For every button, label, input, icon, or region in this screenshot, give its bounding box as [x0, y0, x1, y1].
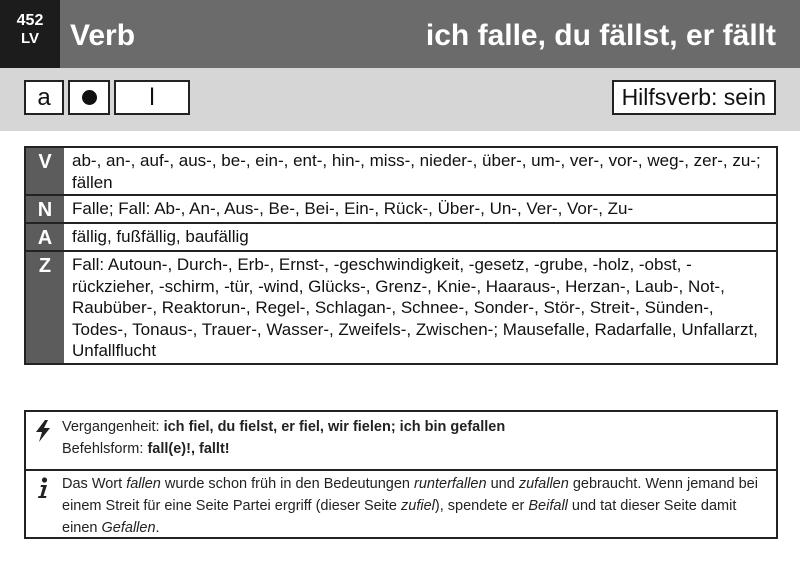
entry-level: LV [20, 30, 40, 47]
header-bar [0, 0, 800, 68]
vowel-box [24, 80, 64, 115]
note-emphasis: zufallen [518, 476, 569, 492]
row-letter: A [26, 224, 64, 250]
row-letter: V [26, 148, 64, 194]
word-type: Verb [70, 19, 136, 52]
note-emphasis: Beifall [528, 498, 568, 514]
row-letter: N [26, 196, 64, 222]
table-row [26, 148, 776, 194]
info-box [24, 410, 778, 539]
note-emphasis: fallen [126, 476, 161, 492]
consonant-label: l [149, 83, 155, 111]
auxiliary-verb-box [612, 80, 776, 115]
word-family-table [24, 146, 778, 365]
note-emphasis: zufiel [401, 498, 435, 514]
note-text: und tat dieser Seite damit einen [62, 498, 737, 536]
note-emphasis: Gefallen [101, 520, 156, 536]
etymology-section [26, 469, 776, 539]
imperative-label: Befehlsform: [62, 441, 144, 457]
table-row [26, 250, 776, 363]
note-emphasis: runterfallen [414, 476, 487, 492]
note-text: gebraucht. Wenn jemand bei einem Streit für eine Seite Partei ergriff (dieser Seite [62, 476, 758, 514]
vowel-length-box [68, 80, 110, 115]
row-text: ab-, an-, auf-, aus-, be-, ein-, ent-, hin-, miss-, nieder-, über-, um-, ver-, vor-, weg-, zer-, zu-; fällen [72, 151, 761, 192]
grammar-text [62, 416, 772, 460]
note-text: . [155, 520, 160, 536]
note-text: ), spendete er [434, 498, 529, 514]
table-row [26, 222, 776, 250]
vowel-label: a [37, 83, 51, 111]
entry-number: 452 [16, 12, 44, 29]
entry-badge [0, 0, 60, 68]
conjugation-forms: ich falle, du fällst, er fällt [425, 19, 776, 52]
lightning-icon [33, 420, 53, 447]
row-letter: Z [26, 252, 64, 363]
past-tense-forms: ich fiel, du fielst, er fiel, wir fielen; ich bin gefallen [163, 419, 506, 435]
short-vowel-dot-icon [82, 90, 97, 105]
grammar-section [26, 412, 776, 467]
row-text: fällig, fußfällig, baufällig [72, 227, 249, 246]
note-text: wurde schon früh in den Bedeutungen [160, 476, 415, 492]
etymology-text [62, 473, 772, 539]
auxiliary-verb-label: Hilfsverb: sein [621, 84, 766, 110]
note-text: Das Wort [62, 476, 127, 492]
row-text: Fall: Autoun-, Durch-, Erb-, Ernst-, -geschwindigkeit, -gesetz, -grube, -holz, -obst, -rückzieher, -schirm, -tür, -wind, Glücks-, Grenz-, Knie-, Haaraus-, Herzan-, Laub-, Not-, Raubüber-, Reaktorun-, Regel-, Schlagan-, Schnee-, Sonder-, Stör-, Streit-, Sünden-, Todes-, Tonaus-, Trauer-, Wasser-, Zweifels-, Zwischen-; Mausefalle, Radarfalle, Unfallarzt, Unfallflucht [72, 255, 758, 360]
imperative-forms: fall(e)!, fallt! [147, 441, 230, 457]
consonant-box [114, 80, 190, 115]
table-row [26, 194, 776, 222]
past-tense-label: Vergangenheit: [62, 419, 160, 435]
note-text: und [486, 476, 519, 492]
info-icon [33, 477, 53, 504]
row-text: Falle; Fall: Ab-, An-, Aus-, Be-, Bei-, Ein-, Rück-, Über-, Un-, Ver-, Vor-, Zu- [72, 199, 634, 218]
